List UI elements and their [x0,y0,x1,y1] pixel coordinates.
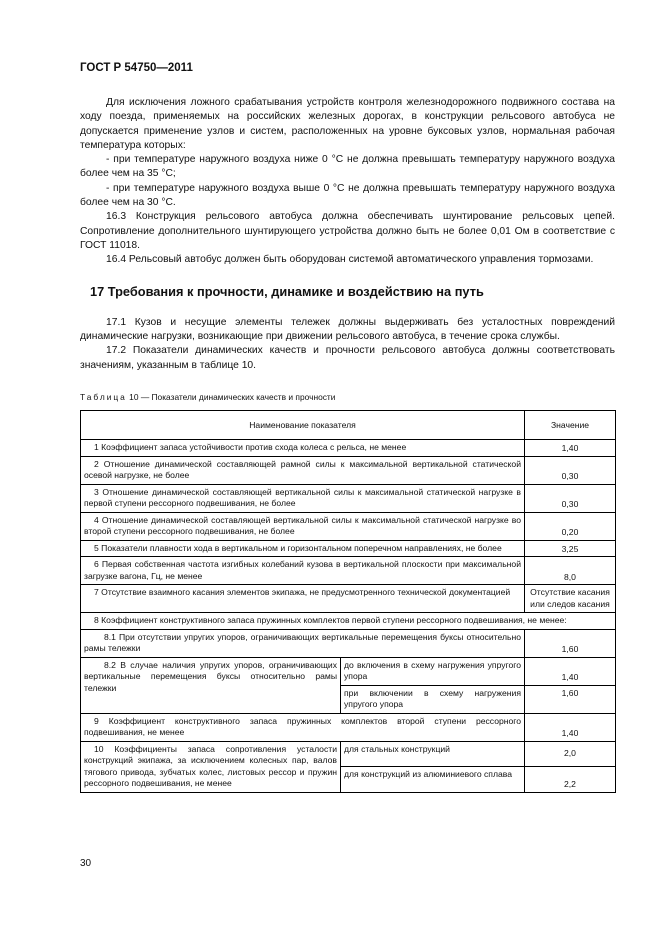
table-row [81,613,616,630]
table-caption-word: Таблица [80,392,127,403]
row-sublabel: при включении в схему нагружения упругого упора [341,685,525,713]
table-row [81,557,616,585]
table-caption-text: 10 — Показатели динамических качеств и прочности [129,392,336,403]
row-sublabel: для конструкций из алюминиевого сплава [341,767,525,793]
row-label: 2 Отношение динамической составляющей рамной силы к максимальной вертикальной статической осевой нагрузке, не более [81,456,525,484]
document-header: ГОСТ Р 54750—2011 [80,62,193,74]
table-row [81,657,616,685]
row-value: 1,60 [525,685,616,713]
paragraph: 17.1 Кузов и несущие элементы тележек должны выдерживать без усталостных повреждений динамические нагрузки, возникающие при движении рельсового автобуса, в течение срока службы. [80,316,615,343]
table-row [81,629,616,657]
table-header-row [81,411,616,440]
table-row [81,540,616,557]
table-row [81,713,616,741]
dynamics-table [80,410,616,793]
row-label: 5 Показатели плавности хода в вертикальном и горизонтальном поперечном направлениях, не более [81,540,525,557]
row-label: 4 Отношение динамической составляющей вертикальной силы к максимальной статической нагрузке во второй ступени рессорного подвешивания, не более [81,512,525,540]
row-value: 0,20 [525,512,616,540]
row-label: 6 Первая собственная частота изгибных колебаний кузова в вертикальной плоскости при максимальной загрузке вагона, Гц, не менее [81,557,525,585]
row-label: 3 Отношение динамической составляющей вертикальной силы к максимальной статической нагрузке в первой ступени рессорного подвешивания, не более [81,484,525,512]
paragraph: 16.4 Рельсовый автобус должен быть оборудован системой автоматического управления тормозами. [106,254,594,266]
row-value: 8,0 [525,557,616,585]
row-value: 1,60 [525,629,616,657]
row-value: 2,0 [525,741,616,767]
row-value: 1,40 [525,657,616,685]
paragraph: - при температуре наружного воздуха ниже 0 °С не должна превышать температуру наружного воздуха более чем на 35 °С; [80,154,615,180]
table-row [81,456,616,484]
page-number: 30 [80,858,92,869]
row-value: Отсутствие касания или следов касания [525,585,616,613]
table-caption [80,390,615,404]
row-label: 1 Коэффициент запаса устойчивости против схода колеса с рельса, не менее [81,440,525,457]
table-row [81,440,616,457]
header-cell-name: Наименование показателя [81,411,525,440]
row-label: 9 Коэффициент конструктивного запаса пружинных комплектов второй ступени рессорного подвешивания, не менее [81,713,525,741]
row-label: 7 Отсутствие взаимного касания элементов экипажа, не предусмотренного технической документацией [81,585,525,613]
row-value: 0,30 [525,484,616,512]
row-sublabel: до включения в схему нагружения упругого упора [341,657,525,685]
paragraph: Для исключения ложного срабатывания устройств контроля железнодорожного подвижного состава на ходу поезда, применяемых на российских железных дорогах, в конструкции рельсового автобуса не допускается применение узлов и систем, расположенных на уровне буксовых узлов, нормальная рабочая температура которых: [80,97,615,151]
row-label: 10 Коэффициенты запаса сопротивления усталости конструкций экипажа, за исключением колесных пар, валов тягового привода, зубчатых колес, листовых рессор и пружин рессорного подвешивания, не менее [81,741,341,792]
paragraph: - при температуре наружного воздуха выше 0 °С не должна превышать температуру наружного воздуха более чем на 30 °С. [80,182,615,209]
table-row [81,512,616,540]
row-label: 8.2 В случае наличия упругих упоров, ограничивающих вертикальные перемещения буксы относительно рамы тележки [81,657,341,713]
row-value: 3,25 [525,540,616,557]
row-label: 8 Коэффициент конструктивного запаса пружинных комплектов первой ступени рессорного подвешивания, не менее: [81,613,616,630]
row-value: 1,40 [525,440,616,457]
row-value: 1,40 [525,713,616,741]
header-cell-value: Значение [525,411,616,440]
page-body [80,96,615,793]
table-row [81,741,616,767]
row-sublabel: для стальных конструкций [341,741,525,767]
row-value: 0,30 [525,456,616,484]
section-title: 17 Требования к прочности, динамике и воздействию на путь [90,283,484,299]
table-row [81,585,616,613]
row-value: 2,2 [525,767,616,793]
paragraph: 17.2 Показатели динамических качеств и прочности рельсового автобуса должны соответствовать значениям, указанным в таблице 10. [80,345,615,371]
table-row [81,484,616,512]
row-label: 8.1 При отсутствии упругих упоров, ограничивающих вертикальные перемещения буксы относительно рамы тележки [81,629,525,657]
paragraph: 16.3 Конструкция рельсового автобуса должна обеспечивать шунтирование рельсовых цепей. Сопротивление дополнительного шунтирующего устройства должно быть не более 0,01 Ом в соответствие с ГОСТ 11018. [80,211,615,251]
